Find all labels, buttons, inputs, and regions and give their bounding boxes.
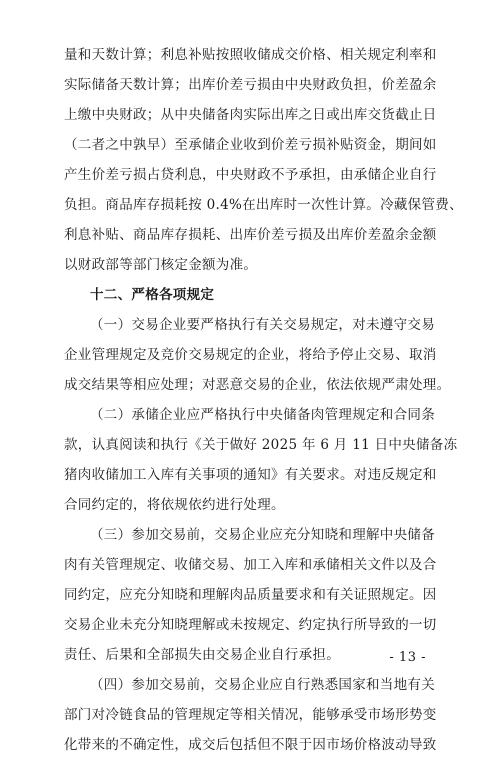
body-line: 产生价差亏损占贷利息，中央财政不予承担，由承储企业自行 xyxy=(64,167,437,183)
body-line: 量和天数计算；利息补贴按照收储成交价格、相关规定利率和 xyxy=(64,47,437,63)
body-line: 责任、后果和全部损失由交易企业自行承担。 xyxy=(64,647,340,663)
body-line: 同约定，应充分知晓和理解肉品质量要求和有关证照规定。因 xyxy=(64,587,437,603)
body-line: 交易企业未充分知晓理解或未按规定、约定执行所导致的一切 xyxy=(64,617,437,633)
body-line: 猪肉收储加工入库有关事项的通知》有关要求。对违反规定和 xyxy=(64,467,437,483)
body-line: 上缴中央财政；从中央储备肉实际出库之日或出库交货截止日 xyxy=(64,107,437,123)
body-line: 以财政部等部门核定金额为准。 xyxy=(64,257,258,273)
body-line: 企业管理规定及竞价交易规定的企业，将给予停止交易、取消 xyxy=(64,347,437,363)
body-line: 部门对冷链食品的管理规定等相关情况，能够承受市场形势变 xyxy=(64,707,437,723)
body-line: （二者之中孰早）至承储企业收到价差亏损补贴资金，期间如 xyxy=(64,137,437,153)
body-line: 利息补贴、商品库存损耗、出库价差亏损及出库价差盈余金额 xyxy=(64,227,437,243)
body-line: 成交结果等相应处理；对恶意交易的企业，依法依规严肃处理。 xyxy=(64,377,451,393)
paragraph-start-line: （四）参加交易前，交易企业应自行熟悉国家和当地有关 xyxy=(90,677,435,693)
body-line: 化带来的不确定性，成交后包括但不限于因市场价格波动导致 xyxy=(64,737,437,753)
paragraph-start-line: （三）参加交易前，交易企业应充分知晓和理解中央储备 xyxy=(90,527,435,543)
body-line: 负担。商品库存损耗按 0.4%在出库时一次性计算。冷藏保管费、 xyxy=(64,197,463,213)
document-body xyxy=(64,40,463,760)
body-line: 实际储备天数计算；出库价差亏损由中央财政负担，价差盈余 xyxy=(64,77,437,93)
body-line: 肉有关管理规定、收储交易、加工入库和承储相关文件以及合 xyxy=(64,557,437,573)
body-line: 合同约定的，将依规依约进行处理。 xyxy=(64,497,285,513)
body-line: 款，认真阅读和执行《关于做好 2025 年 6 月 11 日中央储备冻 xyxy=(64,437,458,453)
paragraph-start-line: （一）交易企业要严格执行有关交易规定，对未遵守交易 xyxy=(90,317,435,333)
paragraph-start-line: （二）承储企业应严格执行中央储备肉管理规定和合同条 xyxy=(90,407,435,423)
page-number: - 13 - xyxy=(389,650,426,665)
section-heading: 十二、严格各项规定 xyxy=(90,287,215,303)
